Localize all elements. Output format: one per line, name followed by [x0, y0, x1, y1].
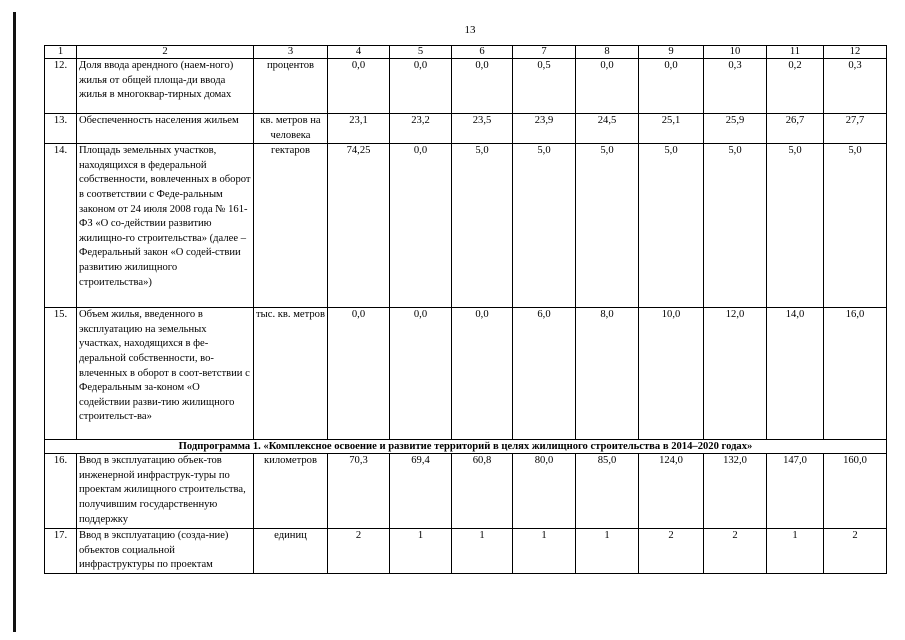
value-cell: 124,0: [639, 454, 704, 529]
col-header: 3: [254, 46, 328, 59]
page-number: 13: [464, 24, 476, 36]
value-cell: 5,0: [576, 144, 639, 308]
value-cell: 132,0: [704, 454, 767, 529]
indicator-name: Объем жилья, введенного в эксплуатацию на земельных участках, находящихся в фе-деральной собственности, во-влеченных в оборот в соот-ветствии с Федеральным за-коном «О содействии разви-тию жилищного строительст-ва»: [77, 308, 254, 440]
table-row: [45, 144, 887, 308]
row-number: 14.: [45, 144, 77, 308]
value-cell: 0,0: [328, 308, 390, 440]
value-cell: 8,0: [576, 308, 639, 440]
value-cell: 23,9: [513, 114, 576, 144]
unit-cell: единиц: [254, 529, 328, 574]
value-cell: 26,7: [767, 114, 824, 144]
value-cell: 0,0: [390, 144, 452, 308]
value-cell: 1: [390, 529, 452, 574]
value-cell: 85,0: [576, 454, 639, 529]
value-cell: 5,0: [704, 144, 767, 308]
subprogram-title: Подпрограмма 1. «Комплексное освоение и развитие территорий в целях жилищного строительства в 2014–2020 годах»: [45, 440, 887, 454]
value-cell: 0,3: [704, 59, 767, 114]
unit-cell: процентов: [254, 59, 328, 114]
col-header: 1: [45, 46, 77, 59]
col-header: 9: [639, 46, 704, 59]
value-cell: 60,8: [452, 454, 513, 529]
value-cell: 74,25: [328, 144, 390, 308]
row-number: 13.: [45, 114, 77, 144]
table-row: [45, 454, 887, 529]
subprogram-row: [45, 440, 887, 454]
value-cell: 0,0: [328, 59, 390, 114]
value-cell: 14,0: [767, 308, 824, 440]
value-cell: 0,2: [767, 59, 824, 114]
value-cell: 1: [452, 529, 513, 574]
value-cell: 2: [639, 529, 704, 574]
row-number: 15.: [45, 308, 77, 440]
value-cell: 2: [824, 529, 887, 574]
value-cell: 23,2: [390, 114, 452, 144]
value-cell: 2: [328, 529, 390, 574]
value-cell: 0,0: [452, 308, 513, 440]
value-cell: 12,0: [704, 308, 767, 440]
value-cell: 147,0: [767, 454, 824, 529]
value-cell: 23,5: [452, 114, 513, 144]
col-header: 8: [576, 46, 639, 59]
col-header: 10: [704, 46, 767, 59]
header-row: [45, 46, 887, 59]
value-cell: 1: [767, 529, 824, 574]
value-cell: 1: [576, 529, 639, 574]
value-cell: 69,4: [390, 454, 452, 529]
value-cell: 160,0: [824, 454, 887, 529]
row-number: 16.: [45, 454, 77, 529]
value-cell: 0,5: [513, 59, 576, 114]
binding-edge: [13, 12, 16, 632]
value-cell: 25,1: [639, 114, 704, 144]
indicator-name: Площадь земельных участков, находящихся в федеральной собственности, вовлеченных в оборот в соответствии с Феде-ральным законом от 24 июля 2008 года № 161-ФЗ «О со-действии развитию жилищно-го строительства» (далее – Федеральный закон «О содей-ствии развитию жилищного строительства»): [77, 144, 254, 308]
col-header: 12: [824, 46, 887, 59]
value-cell: 27,7: [824, 114, 887, 144]
value-cell: 0,0: [390, 59, 452, 114]
value-cell: 0,0: [452, 59, 513, 114]
value-cell: 80,0: [513, 454, 576, 529]
value-cell: 6,0: [513, 308, 576, 440]
value-cell: 5,0: [767, 144, 824, 308]
row-number: 12.: [45, 59, 77, 114]
value-cell: 5,0: [639, 144, 704, 308]
value-cell: 25,9: [704, 114, 767, 144]
col-header: 6: [452, 46, 513, 59]
indicator-name: Доля ввода арендного (наем-ного) жилья от общей площа-ди ввода жилья в многоквар-тирных домах: [77, 59, 254, 114]
indicator-name: Обеспеченность населения жильем: [77, 114, 254, 144]
value-cell: 70,3: [328, 454, 390, 529]
value-cell: 0,0: [576, 59, 639, 114]
value-cell: 24,5: [576, 114, 639, 144]
indicators-table: [44, 45, 887, 574]
unit-cell: тыс. кв. метров: [254, 308, 328, 440]
value-cell: 5,0: [513, 144, 576, 308]
value-cell: 0,0: [639, 59, 704, 114]
value-cell: 10,0: [639, 308, 704, 440]
col-header: 11: [767, 46, 824, 59]
unit-cell: гектаров: [254, 144, 328, 308]
unit-cell: кв. метров на человека: [254, 114, 328, 144]
col-header: 5: [390, 46, 452, 59]
col-header: 4: [328, 46, 390, 59]
table-row: [45, 308, 887, 440]
value-cell: 2: [704, 529, 767, 574]
col-header: 2: [77, 46, 254, 59]
value-cell: 23,1: [328, 114, 390, 144]
row-number: 17.: [45, 529, 77, 574]
value-cell: 5,0: [452, 144, 513, 308]
col-header: 7: [513, 46, 576, 59]
indicator-name: Ввод в эксплуатацию объек-тов инженерной инфраструк-туры по проектам жилищного строительства, получившим государственную поддержку: [77, 454, 254, 529]
unit-cell: километров: [254, 454, 328, 529]
table-row: [45, 529, 887, 574]
value-cell: 0,0: [390, 308, 452, 440]
value-cell: 1: [513, 529, 576, 574]
indicator-name: Ввод в эксплуатацию (созда-ние) объектов социальной инфраструктуры по проектам: [77, 529, 254, 574]
value-cell: 5,0: [824, 144, 887, 308]
value-cell: 16,0: [824, 308, 887, 440]
table-row: [45, 59, 887, 114]
value-cell: 0,3: [824, 59, 887, 114]
table-row: [45, 114, 887, 144]
